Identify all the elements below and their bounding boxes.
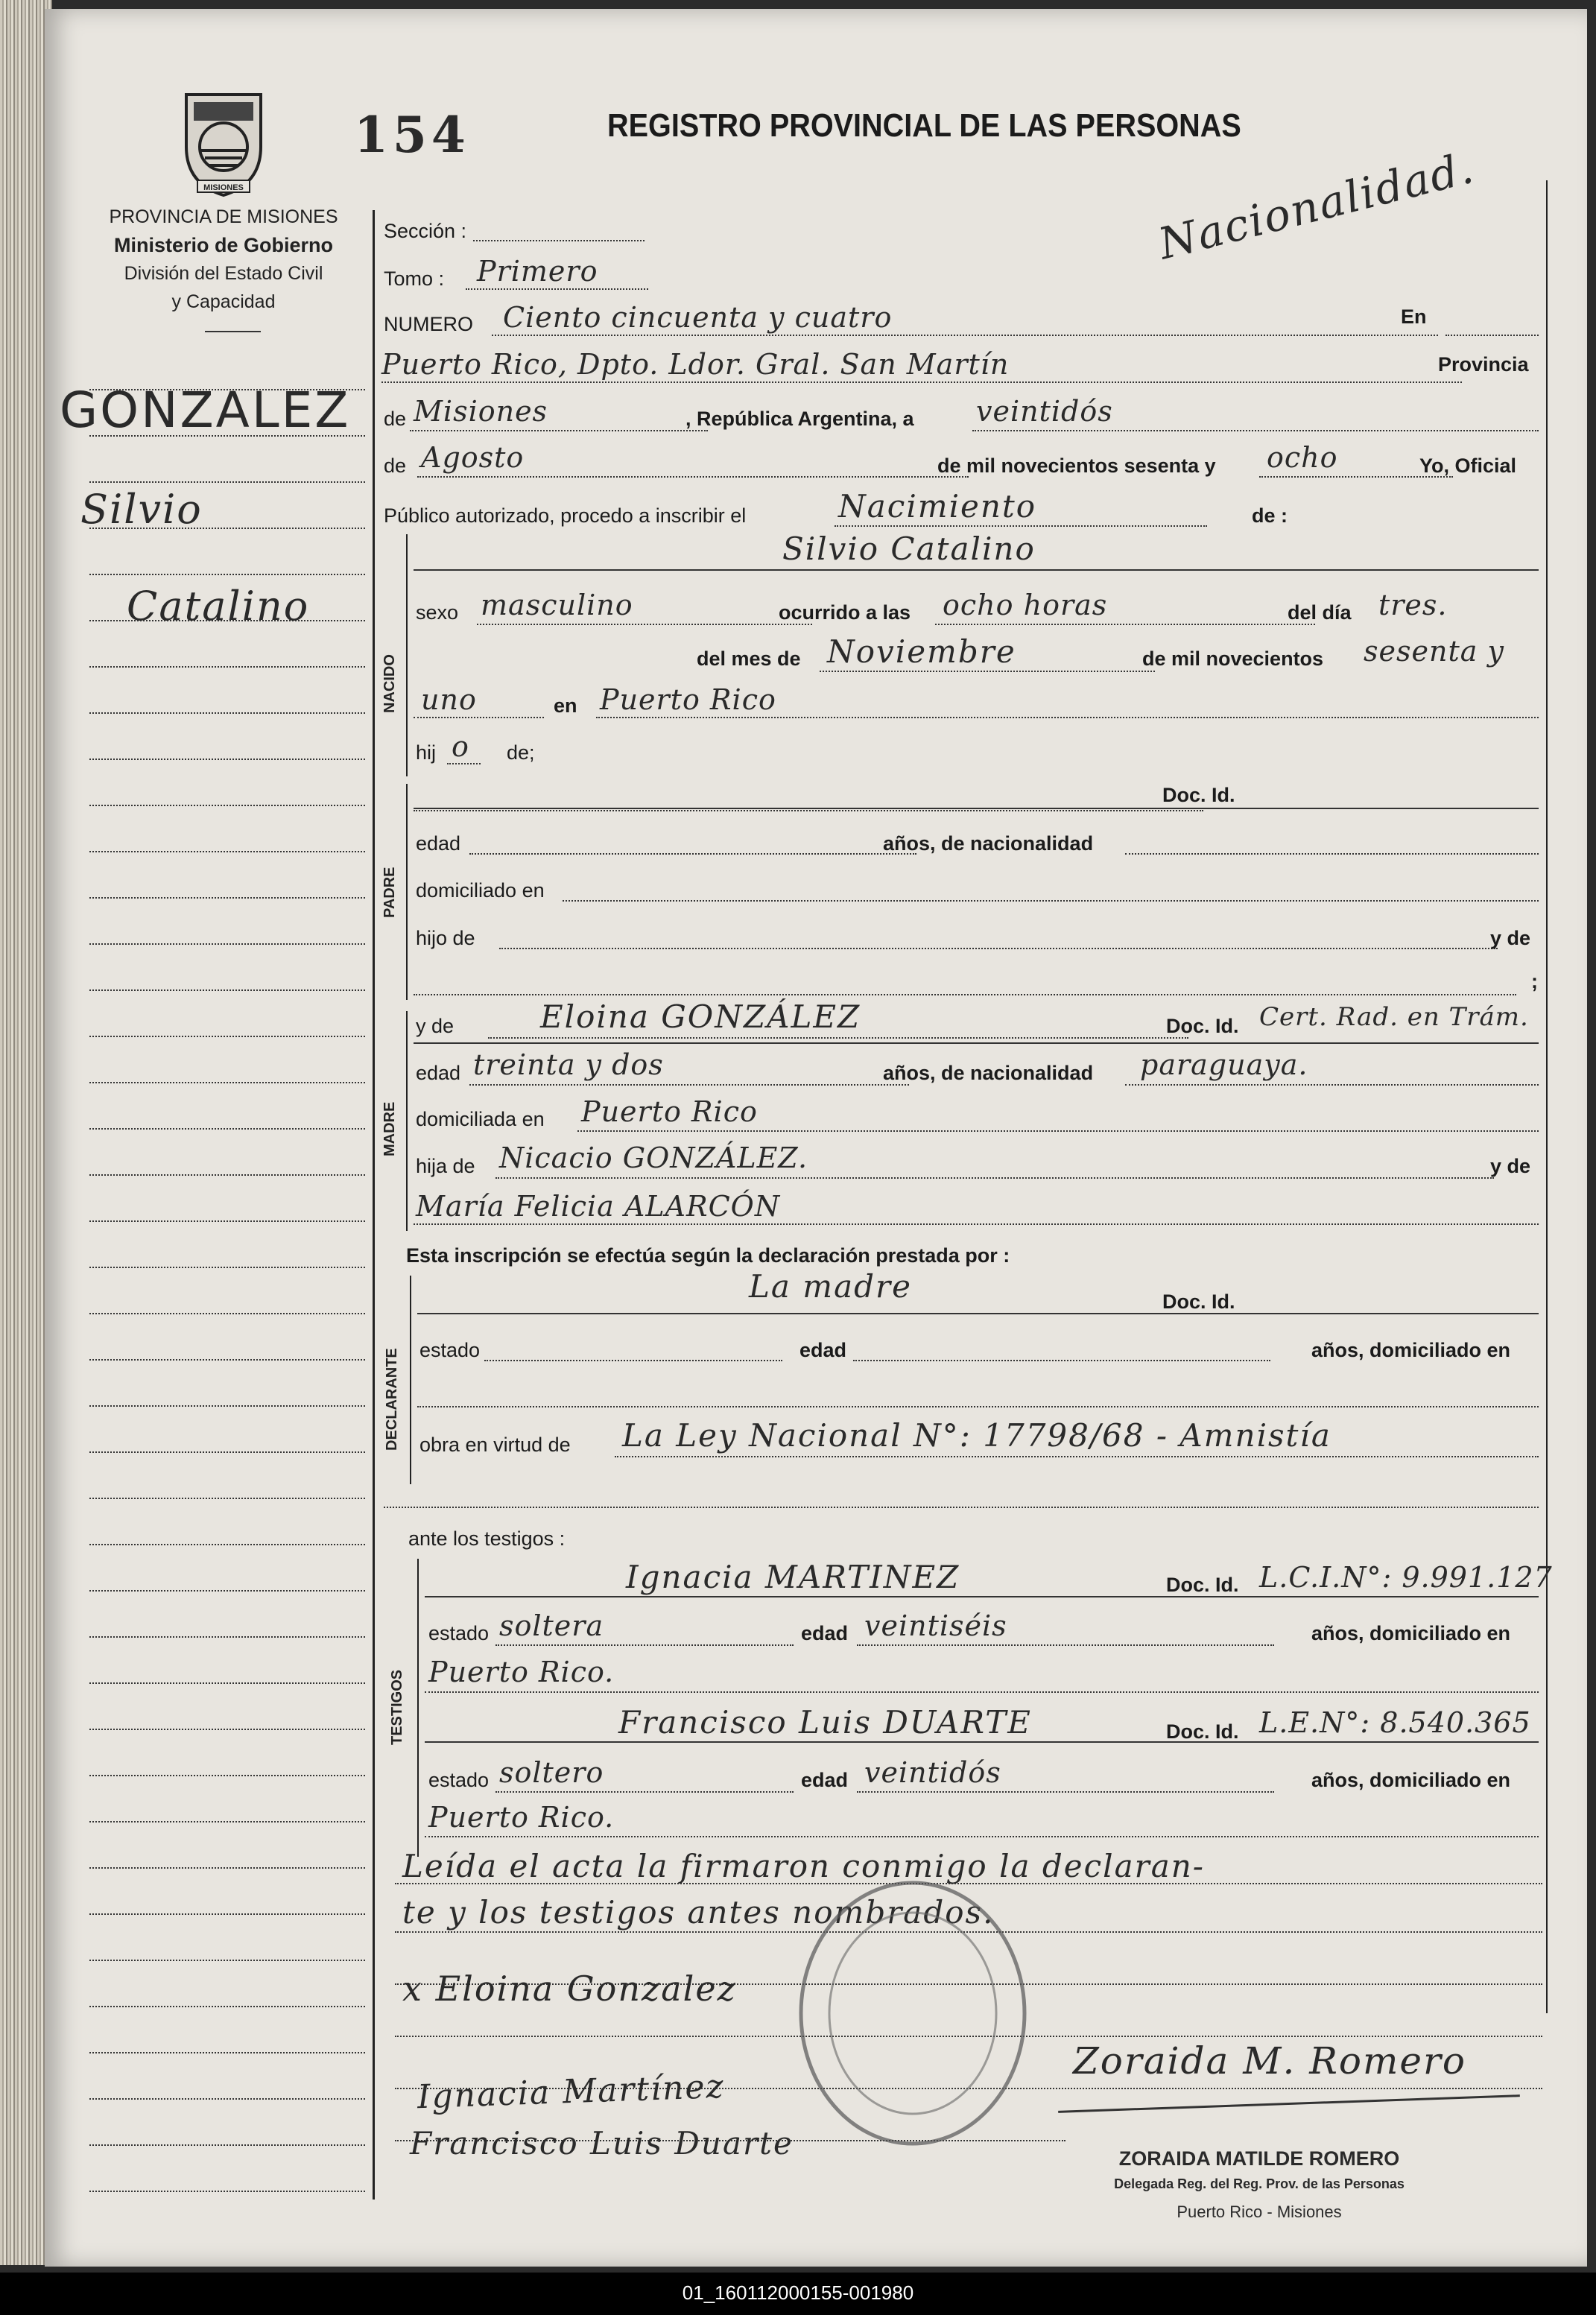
dotted-line	[577, 1130, 1539, 1132]
dotted-line	[414, 810, 1203, 811]
obra-value: La Ley Nacional N°: 17798/68 - Amnistía	[622, 1417, 1331, 1454]
dotted-line	[447, 763, 481, 764]
padre-semicolon: ;	[1531, 970, 1538, 992]
ruled-line	[417, 1313, 1539, 1314]
witness-1-estado-value: soltera	[499, 1609, 604, 1642]
act-de-label: de :	[1252, 504, 1288, 527]
anio-value-2: uno	[421, 683, 477, 716]
witness-1-name: Ignacia MARTINEZ	[626, 1559, 960, 1595]
margin-ruled-line	[89, 1590, 365, 1592]
republica-label: , República Argentina, a	[685, 408, 914, 430]
padre-nacionalidad-label: años, de nacionalidad	[883, 832, 1094, 855]
signature-witness-1: Ignacia Martínez	[417, 2067, 726, 2117]
margin-ruled-line	[89, 943, 365, 945]
en-label: en	[554, 694, 577, 717]
lugar-value: Puerto Rico	[600, 683, 776, 716]
dotted-line	[857, 1791, 1274, 1793]
official-seal-stamp-icon	[790, 1872, 1036, 2155]
margin-ruled-line	[89, 1036, 365, 1037]
dotted-line	[1125, 853, 1539, 855]
ruled-line	[425, 1596, 1539, 1597]
signature-declarante: x Eloina Gonzalez	[402, 1969, 737, 2009]
dotted-line	[596, 717, 1539, 718]
margin-ruled-line	[89, 1636, 365, 1638]
margin-ruled-line	[89, 759, 365, 760]
padre-edad-label: edad	[416, 832, 461, 855]
margin-given-name: Catalino	[127, 583, 310, 630]
margin-ruled-line	[89, 574, 365, 575]
witness-2-estado-value: soltero	[499, 1756, 604, 1789]
official-stamp-place: Puerto Rico - Misiones	[1177, 2202, 1342, 2221]
official-stamp-role: Delegada Reg. del Reg. Prov. de las Personas	[1114, 2176, 1405, 2191]
dotted-line	[857, 1644, 1274, 1646]
right-border	[1546, 180, 1548, 2013]
margin-ruled-line	[89, 1960, 365, 1961]
mes-label: del mes de	[697, 647, 801, 670]
office-line: y Capacidad	[171, 291, 276, 312]
page-number: 154	[354, 106, 470, 164]
year-label: de mil novecientos sesenta y	[937, 455, 1216, 477]
witness-2-domicilio-label: años, domiciliado en	[1311, 1769, 1511, 1791]
madre-padre-value: Nicacio GONZÁLEZ.	[499, 1141, 808, 1174]
margin-ruled-line	[89, 2144, 365, 2146]
padre-doc-label: Doc. Id.	[1162, 784, 1235, 806]
hijo-de-label: de;	[507, 741, 535, 764]
declarante-doc-label: Doc. Id.	[1162, 1290, 1235, 1313]
margin-ruled-line	[89, 712, 365, 714]
act-type-value: Nacimiento	[838, 488, 1037, 525]
madre-domicilio-label: domiciliada en	[416, 1108, 545, 1130]
dotted-line	[417, 1406, 1539, 1407]
numero-value: Ciento cincuenta y cuatro	[503, 301, 893, 334]
dotted-line	[477, 624, 812, 625]
dotted-line	[495, 1791, 794, 1793]
section-border	[410, 1276, 411, 1484]
coat-of-arms-icon	[171, 80, 276, 199]
margin-ruled-line	[89, 805, 365, 806]
margin-ruled-line	[89, 897, 365, 899]
main-border	[373, 210, 375, 2200]
margin-ruled-line	[89, 2191, 365, 2192]
place-value: Puerto Rico, Dpto. Ldor. Gral. San Martín	[381, 348, 1010, 381]
dotted-line	[935, 624, 1315, 625]
madre-name: Eloina GONZÁLEZ	[540, 998, 861, 1035]
margin-ruled-line	[89, 2098, 365, 2100]
declarante-name: La madre	[749, 1268, 912, 1305]
dotted-line	[410, 430, 708, 431]
dotted-line	[835, 525, 1207, 527]
madre-nacionalidad-value: paraguaya.	[1140, 1048, 1308, 1081]
signature-official: Zoraida M. Romero	[1073, 2039, 1466, 2083]
margin-ruled-line	[89, 1359, 365, 1361]
madre-madre-value: María Felicia ALARCÓN	[416, 1190, 781, 1223]
publico-label: Público autorizado, procedo a inscribir el	[384, 504, 747, 527]
margin-ruled-line	[89, 481, 365, 483]
dotted-line	[615, 1456, 1539, 1457]
dotted-line	[820, 671, 1155, 672]
witness-1-estado-label: estado	[428, 1622, 490, 1644]
dotted-line	[499, 948, 1498, 949]
seccion-label: Sección :	[384, 220, 467, 242]
province-value: Misiones	[414, 395, 548, 428]
witness-1-doc-label: Doc. Id.	[1166, 1574, 1239, 1596]
official-stamp	[1036, 2147, 1483, 2222]
dotted-line	[1445, 335, 1539, 336]
image-id-caption: 01_160112000155-001980	[682, 2281, 914, 2304]
margin-ruled-line	[89, 1405, 365, 1407]
dia-value: tres.	[1378, 589, 1448, 621]
dotted-line	[425, 1836, 1539, 1837]
dotted-line	[469, 1084, 909, 1086]
anio-label: de mil novecientos	[1142, 647, 1324, 670]
ruled-line	[425, 1741, 1539, 1743]
hijo-value: o	[452, 730, 469, 763]
hora-value: ocho horas	[943, 589, 1108, 621]
office-line: Ministerio de Gobierno	[113, 234, 334, 256]
margin-ruled-line	[89, 1082, 365, 1083]
provincia-label: Provincia	[1438, 353, 1529, 376]
margin-ruled-line	[89, 620, 365, 621]
dotted-line	[488, 1037, 1188, 1039]
witness-1-edad-value: veintiséis	[864, 1609, 1007, 1642]
madre-nacionalidad-label: años, de nacionalidad	[883, 1062, 1094, 1084]
dotted-line	[495, 1177, 1494, 1179]
official-stamp-name: ZORAIDA MATILDE ROMERO	[1118, 2147, 1400, 2170]
witness-2-name: Francisco Luis DUARTE	[618, 1704, 1032, 1741]
dotted-line	[473, 240, 645, 241]
section-label-declarante: DECLARANTE	[384, 1348, 400, 1451]
margin-ruled-line	[89, 1913, 365, 1915]
madre-y-de-label: y de	[416, 1015, 455, 1037]
margin-ruled-line	[89, 1451, 365, 1453]
margin-ruled-line	[89, 1128, 365, 1130]
dotted-line	[972, 430, 1539, 431]
padre-y-de-label: y de	[1490, 927, 1531, 949]
ruled-line	[414, 808, 1539, 809]
register-page	[45, 9, 1587, 2267]
handwritten-note: Nacionalidad.	[1153, 142, 1480, 270]
witness-2-domicilio-value: Puerto Rico.	[428, 1801, 615, 1834]
section-label-padre: PADRE	[381, 867, 398, 918]
dotted-line	[384, 1507, 1539, 1508]
month-label: de	[384, 455, 407, 477]
dotted-line	[853, 1360, 1270, 1361]
madre-y-de-label-2: y de	[1490, 1155, 1531, 1177]
padre-domicilio-label: domiciliado en	[416, 879, 545, 902]
ruled-line	[414, 569, 1539, 571]
section-label-nacido: NACIDO	[381, 654, 398, 713]
margin-ruled-line	[89, 435, 365, 437]
margin-ruled-line	[89, 1775, 365, 1776]
witness-2-doc-label: Doc. Id.	[1166, 1720, 1239, 1743]
witness-2-edad-value: veintidós	[864, 1756, 1001, 1789]
en-label: En	[1401, 305, 1427, 328]
de-label: de	[384, 408, 407, 430]
signature-underline	[1058, 2094, 1520, 2113]
margin-ruled-line	[89, 389, 365, 390]
margin-ruled-line	[89, 1267, 365, 1268]
month-value: Agosto	[421, 441, 525, 474]
padre-hijo-de-label: hijo de	[416, 927, 475, 949]
margin-ruled-line	[89, 2052, 365, 2053]
declarante-intro: Esta inscripción se efectúa según la declaración prestada por :	[406, 1244, 1010, 1267]
dotted-line	[563, 900, 1539, 902]
margin-ruled-line	[89, 851, 365, 852]
dotted-line	[466, 288, 648, 290]
declarante-domicilio-label: años, domiciliado en	[1311, 1339, 1511, 1361]
madre-edad-value: treinta y dos	[473, 1048, 664, 1081]
dotted-line	[414, 994, 1516, 995]
declarante-estado-label: estado	[419, 1339, 481, 1361]
tomo-label: Tomo :	[384, 267, 445, 290]
margin-ruled-line	[89, 1220, 365, 1222]
section-border	[406, 534, 408, 776]
margin-ruled-line	[89, 1313, 365, 1314]
margin-ruled-line	[89, 1498, 365, 1499]
witness-1-doc-value: L.C.I.N°: 9.991.127	[1259, 1561, 1553, 1594]
office-line: PROVINCIA DE MISIONES	[109, 206, 338, 227]
sexo-value: masculino	[481, 589, 633, 621]
nacido-name: Silvio Catalino	[782, 531, 1036, 567]
dotted-line	[414, 1223, 1539, 1225]
madre-doc-value: Cert. Rad. en Trám.	[1259, 1002, 1529, 1032]
madre-domicilio-value: Puerto Rico	[581, 1095, 758, 1128]
madre-edad-label: edad	[416, 1062, 461, 1084]
margin-ruled-line	[89, 2006, 365, 2007]
numero-label: NUMERO	[384, 313, 473, 335]
dotted-line	[417, 476, 969, 478]
witness-2-estado-label: estado	[428, 1769, 490, 1791]
office-block	[60, 203, 387, 316]
margin-ruled-line	[89, 989, 365, 991]
section-label-madre: MADRE	[381, 1101, 398, 1156]
tomo-value: Primero	[477, 255, 598, 288]
witness-2-doc-value: L.E.N°: 8.540.365	[1259, 1706, 1531, 1739]
margin-ruled-line	[89, 1821, 365, 1822]
section-border	[406, 1011, 408, 1231]
testigos-intro: ante los testigos :	[408, 1527, 566, 1550]
anio-value: sesenta y	[1364, 635, 1504, 668]
divider	[205, 331, 261, 332]
dotted-line	[1125, 1084, 1539, 1086]
mes-value: Noviembre	[827, 633, 1016, 670]
closing-line-1: Leída el acta la firmaron conmigo la declaran-	[402, 1848, 1205, 1884]
seal-text: MISIONES	[203, 183, 244, 192]
margin-ruled-line	[89, 1867, 365, 1869]
margin-ruled-line	[89, 1544, 365, 1545]
dotted-line	[492, 335, 1438, 336]
section-border	[417, 1559, 419, 1857]
dotted-line	[425, 1691, 1539, 1693]
section-label-testigos: TESTIGOS	[389, 1669, 405, 1745]
margin-ruled-line	[89, 528, 365, 529]
dotted-line	[381, 381, 1462, 383]
year-value: ocho	[1267, 441, 1338, 474]
closing-line-2: te y los testigos antes nombrados.	[402, 1894, 995, 1931]
footer-bar	[0, 2273, 1596, 2315]
margin-ruled-line	[89, 1174, 365, 1176]
declarante-edad-label: edad	[799, 1339, 847, 1361]
witness-2-edad-label: edad	[801, 1769, 849, 1791]
margin-ruled-line	[89, 1729, 365, 1730]
page-title: REGISTRO PROVINCIAL DE LAS PERSONAS	[607, 107, 1241, 144]
office-line: División del Estado Civil	[124, 263, 323, 284]
margin-ruled-line	[89, 666, 365, 668]
margin-ruled-line	[89, 1682, 365, 1684]
dotted-line	[484, 1360, 782, 1361]
dotted-line	[495, 1644, 794, 1646]
day-value: veintidós	[976, 395, 1113, 428]
witness-1-domicilio-label: años, domiciliado en	[1311, 1622, 1511, 1644]
dotted-line	[469, 853, 916, 855]
ocurrido-label: ocurrido a las	[779, 601, 911, 624]
margin-given-name: Silvio	[80, 486, 203, 533]
sexo-label: sexo	[416, 601, 459, 624]
madre-doc-label: Doc. Id.	[1166, 1015, 1239, 1037]
section-border	[406, 784, 408, 1000]
oficial-label: Yo, Oficial	[1419, 455, 1517, 477]
hijo-label: hij	[416, 741, 437, 764]
signature-witness-2: Francisco Luis Duarte	[410, 2125, 794, 2162]
ruled-line	[414, 1042, 1539, 1044]
margin-surname: GONZALEZ	[60, 381, 351, 439]
witness-1-edad-label: edad	[801, 1622, 849, 1644]
obra-label: obra en virtud de	[419, 1434, 571, 1456]
witness-1-domicilio-value: Puerto Rico.	[428, 1656, 615, 1688]
madre-hija-de-label: hija de	[416, 1155, 475, 1177]
dotted-line	[414, 717, 544, 718]
dia-label: del día	[1288, 601, 1352, 624]
